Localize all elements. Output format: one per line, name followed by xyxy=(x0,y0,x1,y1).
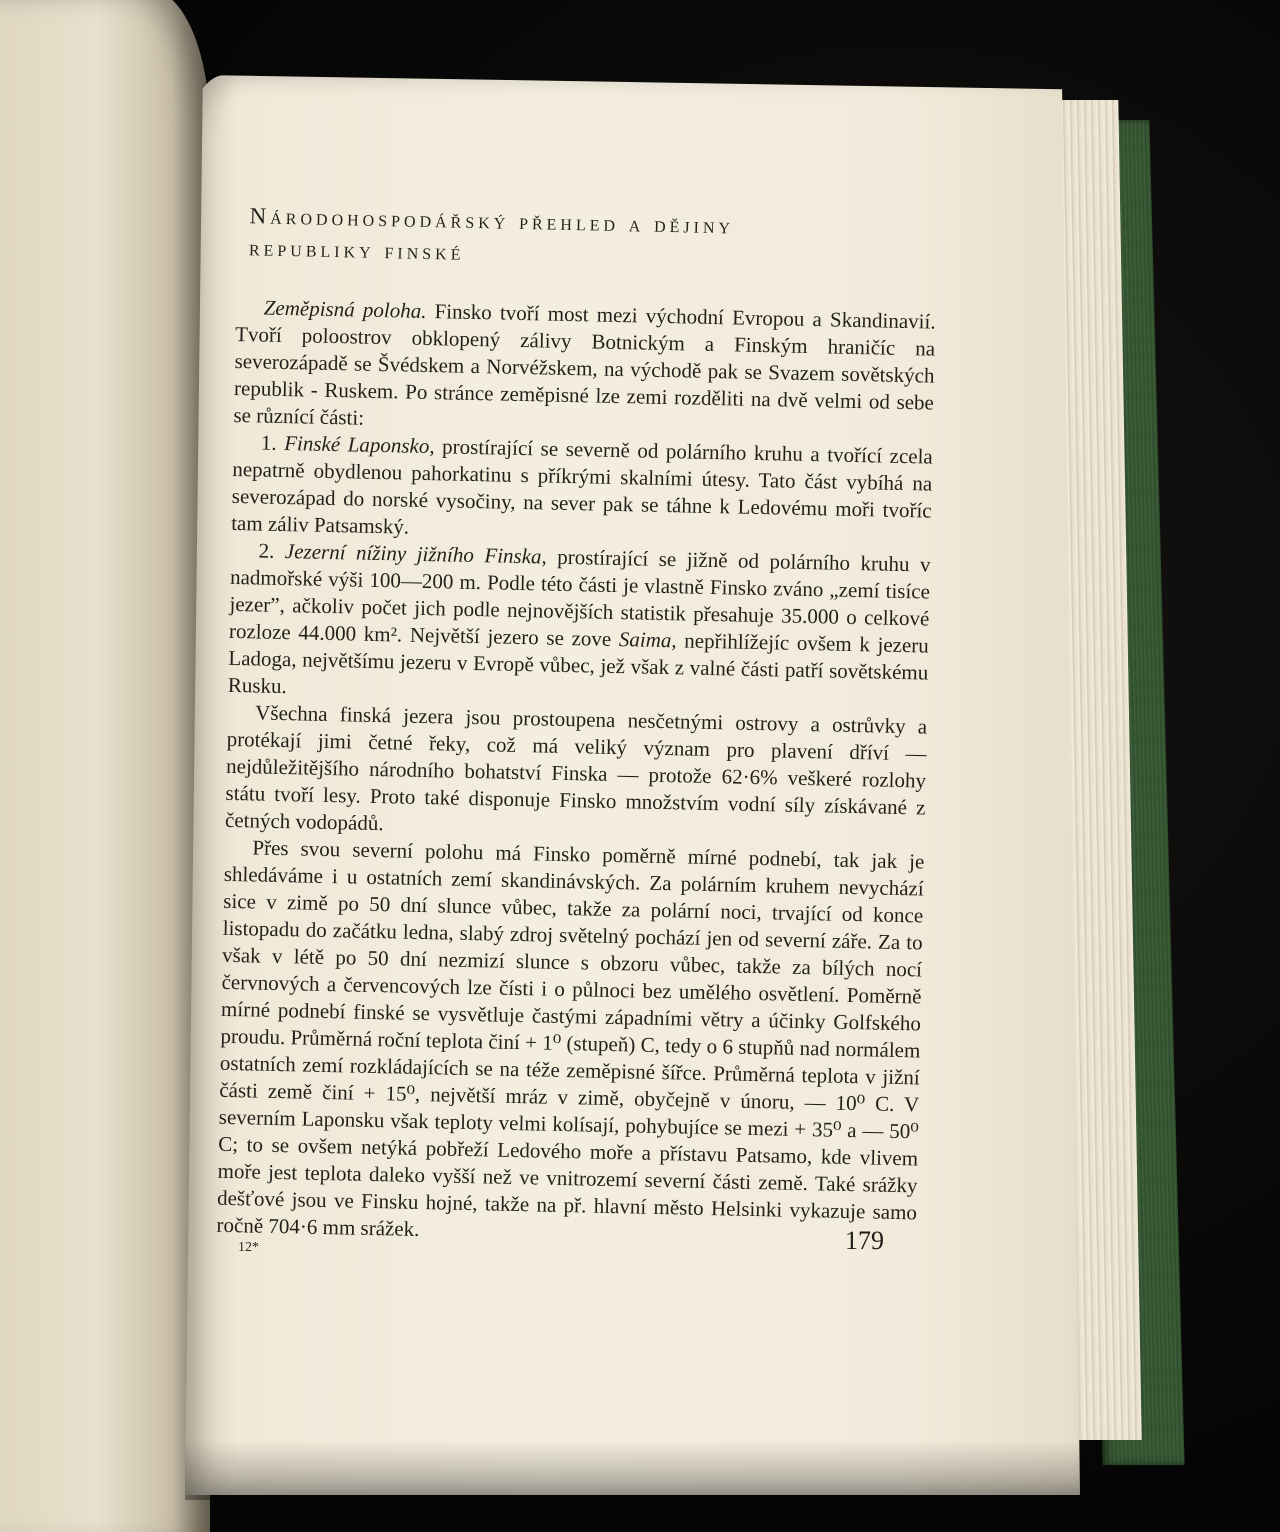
list-number: 2. xyxy=(258,538,286,564)
page-text-block xyxy=(216,200,938,1253)
paragraph-lakes xyxy=(225,699,928,849)
chapter-heading-line-2: republiky finské xyxy=(248,235,465,265)
paragraph-body: Všechna finská jezera jsou prostoupena nesčetnými ostrovy a ostrůvky a protékají jimi četné řeky, což má veliký význam pro plavení dříví — nejdůležitějšího národního bohatství Finska — protože 62·6% veškeré rozlohy státu tvoří lesy. Proto také disponuje Finsko množstvím vodní síly získávané z četných vodopádů. xyxy=(224,700,928,836)
chapter-heading-line-1: Národohospodářský přehled a dějiny xyxy=(249,203,735,239)
paragraph-lakes-region xyxy=(228,537,931,714)
paragraph-body: prostírající se severně od polárního kruhu a tvořící zcela nepatrně obydlenou pahorkatinu s příkrými skalními útesy. Tato část vybíhá na severozápad do norské vysočiny, na sever pak se táhne k Ledovému moři tvoříc tam záliv Patsamský. xyxy=(230,434,934,539)
page-number: 179 xyxy=(845,1226,884,1255)
paragraph-lapland xyxy=(231,429,933,552)
paragraph-climate xyxy=(216,834,924,1254)
paragraph-lead: Jezerní nížiny jižního Finska, xyxy=(284,539,548,569)
paragraph-lead: Zeměpisná poloha. xyxy=(263,295,427,323)
paragraph-geography xyxy=(233,294,936,444)
paragraph-body-continued: nepřihlížejíc ovšem k jezeru Ladoga, největšímu jezeru v Evropě vůbec, jež však z valné části patří sovětskému Rusku. xyxy=(227,628,930,699)
signature-mark: 12* xyxy=(238,1240,259,1255)
paragraph-body: prostírající se jižně od polárního kruhu v nadmořské výši 100—200 m. Podle této části je vlastně Finsko zváno „zemí tisíce jezer”, ačkoliv počet jich podle nejnovějších statistik přesahuje 35.000 o celkové rozloze 44.000 km². Největší jezero se zove xyxy=(228,544,931,652)
list-number: 1. xyxy=(260,430,285,456)
paragraph-body: Přes svou severní polohu má Finsko poměrně mírné podnebí, tak jak je shledáváme i u ostatních zemí skandinávských. Za polárním kruhem nevychází sice v zimě po 50 dní slunce vůbec, takže za polární noci, trvající od konce listopadu do začátku ledna, slabý zdroj světelný pochází jen od severní záře. Za to však v létě po 50 dní nezmizí slunce s obzoru vůbec, takže za bílých nocí červnových a červencových lze čísti i o půlnoci bez umělého osvětlení. Poměrně mírné podnebí finské se vysvětluje častými západními větry a účinky Golfského proudu. Průměrná roční teplota činí + 1⁰ (stupeň) C, tedy o 6 stupňů nad normálem ostatních zemí rozkládajících se na téže zeměpisné šířce. Průměrná teplota v jižní části země činí + 15⁰, největší mráz v zimě, obyčejně v únoru, — 10⁰ C. V severním Laponsku však teploty velmi kolísají, pohybujíce se mezi + 35⁰ a — 50⁰ C; to se ovšem netýká pobřeží Ledového moře a přístavu Patsamo, kde vlivem moře jest teplota daleko vyšší než ve vnitrozemí severní části země. Také srážky dešťové jsou ve Finsku hojné, takže na př. hlavní město Helsinki vykazuje samo ročně 704·6 mm srážek. xyxy=(216,835,925,1242)
chapter-heading xyxy=(249,200,850,277)
bottom-shadow xyxy=(185,1440,1085,1500)
left-page xyxy=(0,0,210,1532)
paragraph-inline-italic: Saima, xyxy=(618,627,677,653)
paragraph-lead: Finské Laponsko, xyxy=(283,431,435,459)
paragraph-body: Finsko tvoří most mezi východní Evropou a Skandinavií. Tvoří poloostrov obklopený zálivy Botnickým a Finským hraničíc na severozápadě se Švédskem a Norvéžskem, na východě pak se Svazem sovětských republik - Ruskem. Po stránce zeměpisné lze zemi rozděliti na dvě velmi od sebe se různící části: xyxy=(233,298,936,430)
